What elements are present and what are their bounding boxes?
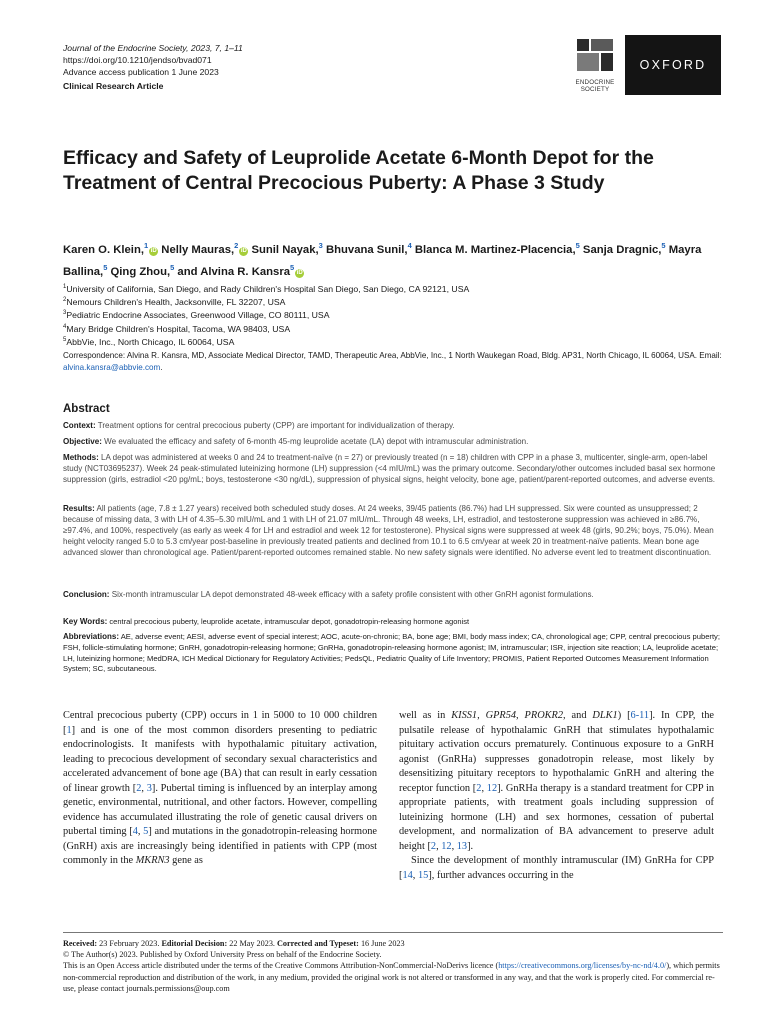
oxford-logo: OXFORD (625, 35, 721, 95)
abbreviations (63, 632, 723, 675)
affiliation-text: University of California, San Diego, and Rady Children's Hospital San Diego, San Diego, CA 92121, USA (66, 283, 470, 294)
body-column-right (399, 709, 714, 883)
author-affiliation-marker[interactable]: 2 (234, 241, 239, 250)
author (110, 262, 175, 278)
results-label: Results: (63, 504, 95, 513)
endocrine-wordmark-line1: ENDOCRINE (575, 79, 615, 86)
license-link[interactable]: https://creativecommons.org/licenses/by-nc-nd/4.0/ (498, 961, 667, 971)
author-affiliation-marker[interactable]: 5 (290, 262, 295, 272)
author-affiliation-marker[interactable]: 5 (661, 241, 666, 250)
context-text: Treatment options for central precocious puberty (CPP) are important for individualization of therapy. (97, 421, 455, 430)
context-label: Context: (63, 421, 96, 430)
abstract-context (63, 420, 723, 431)
correspondence-email-link[interactable]: alvina.kansra@abbvie.com (63, 362, 161, 372)
author (161, 241, 248, 256)
article-type: Clinical Research Article (63, 81, 164, 91)
body-paragraph: Since the development of monthly intramuscular (IM) GnRHa for CPP [14, 15], further advances occurring in the (399, 855, 714, 881)
results-text: All patients (age, 7.8 ± 1.27 years) received both scheduled study doses. At 24 weeks, 39/45 patients (86.7%) had LH suppressed. Six were counted as unsuppressed; 2 because of missing data, 3 with LH of 4.35–5.30 mIU/mL and 1 with LH of 21.07 mIU/mL. Through 48 weeks, LH, estradiol, and testosterone suppression was achieved in ≥86.7%, ≥97.4%, and 100%, respectively (as early as week 4 for LH and estradiol and week 12 for testosterone). Physical signs were suppressed at week 48 (girls, 90.2%; boys, 75.0%). Mean height velocity ranged 5.0 to 5.3 cm/year post-baseline in previously treated patients and declined from 10.1 to 6.5 cm/year at week 20 in treatment-naïve patients. Mean bone age advanced slower than chronological age. Patient/parent-reported outcomes remained stable. No new safety signals were identified. No adverse event led to treatment discontinuation. (63, 504, 714, 557)
affiliation-number: 4 (63, 323, 67, 330)
citation-link[interactable]: 12 (486, 782, 498, 794)
keywords-text: central precocious puberty, leuprolide acetate, intramuscular depot, gonadotropin-releasing hormone agonist (109, 617, 470, 626)
author-affiliation-marker[interactable]: 1 (143, 241, 149, 250)
objective-text: We evaluated the efficacy and safety of 6-month 45-mg leuprolide acetate (LA) depot with intramuscular administration. (104, 437, 529, 446)
author-affiliation-marker[interactable]: 3 (318, 241, 323, 250)
author (582, 241, 666, 256)
conclusion-label: Conclusion: (63, 590, 110, 599)
citation-link[interactable]: 2 (430, 840, 437, 852)
author-name: Mayra Ballina, (63, 243, 702, 278)
affiliation-item (63, 282, 723, 295)
affiliation-text: Nemours Children's Health, Jacksonville, FL 32207, USA (66, 297, 286, 308)
author-name: Nelly Mauras, (161, 243, 235, 256)
journal-header (63, 42, 243, 92)
body-paragraph: well as in KISS1, GPR54, PROKR2, and DLK1) [6-11]. In CPP, the pulsatile release of hypothalamic GnRH that stimulates hypothalamic pituitary activation occurs prematurely. Continuous exposure to a GnRH agonist (GnRHa) suppresses gonadotropin release, most likely by desensitizing pituitary receptors to hypothalamic GnRH and altering the receptor function [2, 12]. GnRHa therapy is a standard treatment for CPP in appropriate patients, with treatment goals including suppression of luteinizing hormone (LH) and sex hormones, cessation of pubertal development, and normalization of BA advancement to preserve adult height [2, 12, 13]. (399, 710, 715, 852)
affiliation-text: Mary Bridge Children's Hospital, Tacoma, WA 98403, USA (66, 323, 291, 334)
affiliations (63, 282, 723, 348)
author (414, 241, 580, 256)
affiliation-text: Pediatric Endocrine Associates, Greenwood Village, CO 80111, USA (66, 310, 330, 321)
correspondence-end: . (160, 362, 163, 372)
author-name: Blanca M. Martinez-Placencia, (414, 243, 576, 256)
abstract-objective (63, 436, 723, 447)
author-name: Sunil Nayak, (251, 243, 319, 256)
affiliation-item (63, 308, 723, 321)
abbreviations-label: Abbreviations: (63, 632, 120, 641)
license-notice: This is an Open Access article distributed under the terms of the Creative Commons Attribution-NonCommercial-NoDerivs licence (https://creativecommons.org/licenses/by-nc-nd/4.0/), which permits non-commercial reproduction and distribution of the work, in any medium, provided the original work is not altered or transformed in any way, and that the work is properly cited. For commercial re-use, please contact journals.permissions@oup.com (63, 961, 720, 993)
key-words (63, 616, 723, 627)
article-footer (63, 938, 723, 994)
abstract-results (63, 503, 723, 558)
affiliation-number: 2 (63, 297, 67, 304)
author-name: Sanja Dragnic, (582, 243, 662, 256)
abstract-conclusion (63, 589, 723, 600)
affiliation-item (63, 295, 723, 308)
body-column-left (63, 709, 377, 869)
citation-link[interactable]: 15 (417, 869, 429, 881)
citation-link[interactable]: 12 (441, 840, 452, 852)
author (325, 241, 412, 256)
journal-citation: Journal of the Endocrine Society, 2023, 7, 1–11 (63, 43, 243, 53)
publication-dates: Received: 23 February 2023. Editorial Decision: 22 May 2023. Corrected and Typeset: 16 June 2023 (63, 939, 405, 948)
author (251, 241, 323, 256)
affiliation-number: 1 (63, 284, 67, 290)
methods-text: LA depot was administered at weeks 0 and 24 to treatment-naïve (n = 27) or previously treated (n = 18) children with CPP in a phase 3, multicenter, single-arm, open-label study (NCT03695237). Week 24 peak-stimulated luteinizing hormone (LH) suppression (<4 mIU/mL) was the primary outcome. Secondary/other outcomes included basal sex hormone suppression (girls, estradiol <20 pg/mL; boys, testosterone <30 ng/dL), suppression of physical signs, height velocity, bone age, patient/parent-reported outcomes, and adverse events. (63, 453, 716, 484)
affiliation-number: 5 (63, 336, 67, 343)
correspondence (63, 350, 723, 373)
endocrine-wordmark-line2: SOCIETY (580, 86, 610, 93)
orcid-icon[interactable]: iD (240, 247, 247, 254)
author-affiliation-marker[interactable]: 5 (575, 241, 580, 250)
author-affiliation-marker[interactable]: 5 (170, 262, 175, 272)
affiliation-number: 3 (63, 310, 67, 317)
orcid-icon[interactable]: iD (150, 247, 157, 254)
body-paragraph: Central precocious puberty (CPP) occurs in 1 in 5000 to 10 000 children [1] and is one of the most common disorders presenting to pediatric endocrinologists. It manifests with hypothalamic pituitary activation, leading to precocious development of secondary sexual characteristics and accelerated advancement of bone age (BA) that can result in early cessation of linear growth [2, 3]. Pubertal timing is influenced by an interplay among genetic, environmental, nutritional, and other factors. However, compelling evidence has accumulated illustrating the role of genetic causal drivers on pubertal timing [4, 5] and mutations in the gonadotropin-releasing hormone (GnRH) axis are increasingly being identified in patients with CPP (most commonly in the MKRN3 gene as (63, 710, 378, 866)
citation-link[interactable]: 6-11 (630, 710, 650, 721)
doi-link[interactable]: https://doi.org/10.1210/jendso/bvad071 (63, 55, 212, 65)
methods-label: Methods: (63, 453, 99, 462)
citation-link[interactable]: 1 (66, 724, 72, 736)
author-affiliation-marker[interactable]: 4 (407, 241, 412, 250)
abstract-methods (63, 452, 723, 485)
orcid-icon[interactable]: iD (296, 269, 303, 276)
citation-link[interactable]: 13 (456, 840, 468, 852)
publisher-logos (573, 33, 721, 103)
endocrine-society-logo-icon (573, 33, 617, 77)
affiliation-item (63, 335, 723, 348)
author-name: Bhuvana Sunil, (325, 243, 408, 256)
author (63, 241, 158, 256)
author-name: Qing Zhou, (110, 265, 171, 278)
citation-link[interactable]: 14 (402, 869, 413, 881)
citation-link[interactable]: 2 (136, 782, 142, 794)
copyright-notice: © The Author(s) 2023. Published by Oxford University Press on behalf of the Endocrine Society. (63, 950, 382, 960)
keywords-label: Key Words: (63, 617, 108, 626)
affiliation-text: AbbVie, Inc., North Chicago, IL 60064, USA (66, 336, 235, 347)
footer-divider (63, 932, 723, 933)
correspondence-text: Correspondence: Alvina R. Kansra, MD, Associate Medical Director, TAMD, Therapeutic Area, AbbVie, Inc., 1 North Waukegan Road, Bldg. AP31, North Chicago, IL 60064, USA. Email: (63, 351, 722, 360)
conclusion-text: Six-month intramuscular LA depot demonstrated 48-week efficacy with a safety profile consistent with other GnRH agonist formulations. (111, 590, 594, 599)
author (177, 262, 304, 278)
author-affiliation-marker[interactable]: 5 (103, 262, 108, 272)
citation-link[interactable]: 3 (146, 782, 152, 794)
citation-link[interactable]: 2 (476, 782, 482, 794)
citation-link[interactable]: 5 (143, 826, 149, 837)
endocrine-society-wordmark (563, 79, 627, 93)
author-list (63, 237, 723, 281)
author-name: and Alvina R. Kansra (177, 265, 291, 278)
citation-link[interactable]: 4 (132, 826, 138, 837)
affiliation-item (63, 322, 723, 335)
abstract-heading: Abstract (63, 403, 110, 415)
article-title: Efficacy and Safety of Leuprolide Acetate 6-Month Depot for the Treatment of Central Precocious Puberty: A Phase 3 Study (63, 147, 654, 194)
author-name: Karen O. Klein, (63, 243, 144, 256)
advance-access-date: Advance access publication 1 June 2023 (63, 67, 219, 77)
objective-label: Objective: (63, 437, 102, 446)
abbreviations-text: AE, adverse event; AESI, adverse event of special interest; AOC, acute-on-chronic; BA, bone age; BMI, body mass index; CA, chronological age; CPP, central precocious puberty; FSH, follicle-stimulating hormone; GnRH, gonadotropin-releasing hormone; GnRHa, gonadotropin-releasing hormone agonist; IM, intramuscular; ISR, injection site reaction; LA, leuprolide acetate; LH, luteinizing hormone; MedDRA, ICH Medical Dictionary for Regulatory Activities; PedsQL, Pediatric Quality of Life Inventory; PROMIS, Patient Reported Outcomes Measurement Information System; SC, subcutaneous. (63, 632, 720, 674)
